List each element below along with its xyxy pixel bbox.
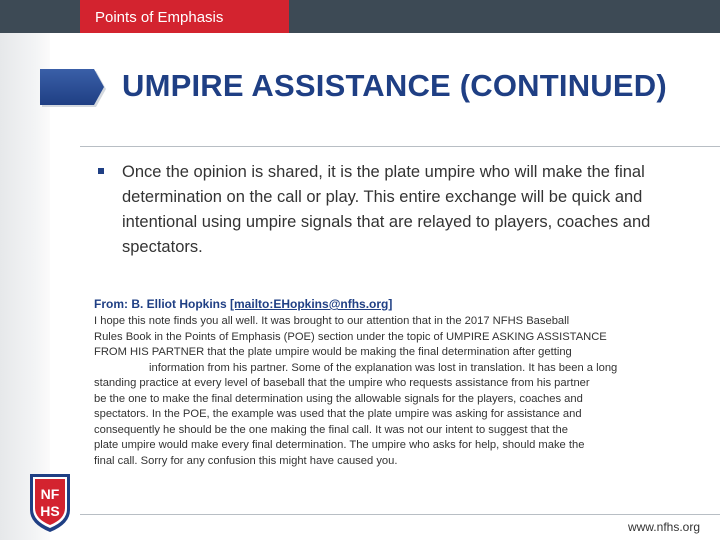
nfhs-shield-icon <box>26 470 74 534</box>
email-line: FROM HIS PARTNER that the plate umpire would be making the final determination after getting <box>94 346 572 358</box>
email-line: be the one to make the final determination using the allowable signals for the players, coaches and <box>94 392 583 405</box>
email-quote <box>94 296 684 469</box>
left-strip <box>0 33 50 540</box>
email-line: plate umpire would make every final determination. The umpire who asks for help, should make the <box>94 439 585 451</box>
email-line: final call. Sorry for any confusion this might have caused you. <box>94 454 398 467</box>
bullet-square-icon <box>98 168 104 174</box>
footer-url[interactable]: www.nfhs.org <box>627 520 700 534</box>
svg-text:HS: HS <box>40 503 60 519</box>
title-arrow-icon <box>38 67 106 107</box>
slide-title: UMPIRE ASSISTANCE (CONTINUED) <box>122 68 667 103</box>
email-line: standing practice at every level of baseball that the umpire who requests assistance from his partner <box>94 377 590 389</box>
email-from-line <box>94 296 684 313</box>
email-line: Rules Book in the Points of Emphasis (POE) section under the topic of UMPIRE ASKING ASSISTANCE <box>94 330 607 343</box>
email-from-label: From: B. Elliot Hopkins <box>94 297 227 311</box>
title-divider <box>80 146 720 147</box>
bullet-text: Once the opinion is shared, it is the plate umpire who will make the final determination on the call or play. This entire exchange will be quick and intentional using umpire signals that are relayed to players, coaches and spectators. <box>122 163 651 256</box>
section-tab-label: Points of Emphasis <box>95 9 224 26</box>
svg-text:NF: NF <box>40 486 60 502</box>
email-line: information from his partner. Some of the explanation was lost in translation. It has been a long <box>149 361 618 374</box>
email-line: consequently he should be the one making the final call. It was not our intent to suggest that the <box>94 423 568 436</box>
email-line: spectators. In the POE, the example was used that the plate umpire was asking for assistance and <box>94 408 582 420</box>
email-from-link[interactable]: [mailto:EHopkins@nfhs.org] <box>230 297 393 311</box>
email-line: I hope this note finds you all well. It was brought to our attention that in the 2017 NFHS Baseball <box>94 315 570 327</box>
footer-divider <box>80 514 720 515</box>
